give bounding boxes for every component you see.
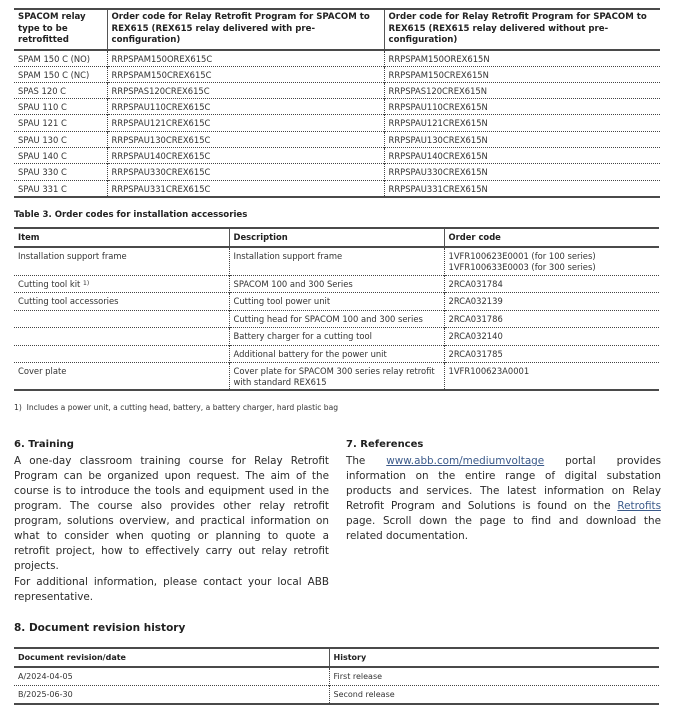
order-code-cell: RRPSPAU130CREX615N xyxy=(384,131,660,147)
order-code-cell: RRPSPAU330CREX615C xyxy=(107,164,384,180)
description-cell: Cutting tool power unit xyxy=(229,293,444,311)
relay-type-cell: SPAU 330 C xyxy=(18,167,67,178)
revision-date-cell: A/2024-04-05 xyxy=(18,672,73,681)
order-code-cell: RRPSPAU331CREX615N xyxy=(384,180,660,197)
table-row xyxy=(14,275,659,293)
order-code-100-series: 1VFR100623E0001 (for 100 series) xyxy=(448,251,596,261)
table-row xyxy=(14,164,660,180)
table-3-footnote xyxy=(14,403,338,412)
description-cell: Additional battery for the power unit xyxy=(229,345,444,363)
order-code-cell: RRPSPAU130CREX615C xyxy=(107,131,384,147)
item-cell xyxy=(14,310,229,328)
column-header-description: Description xyxy=(229,228,444,247)
item-cell xyxy=(14,345,229,363)
description-cell: Battery charger for a cutting tool xyxy=(229,328,444,346)
order-code-cell: RRPSPAU121CREX615N xyxy=(384,115,660,131)
references-text: The xyxy=(346,455,387,467)
item-cell xyxy=(14,328,229,346)
order-code-cell: 1VFR100623A0001 xyxy=(444,363,659,391)
column-header-history: History xyxy=(329,648,659,667)
table-row xyxy=(14,345,659,363)
footnote-marker: 1) xyxy=(14,403,22,412)
item-cell xyxy=(14,275,229,293)
references-text: portal provides information on the entire range of digital substation products and services. The latest information on Relay Retrofit Program and Solutions is found on the xyxy=(346,455,661,512)
revision-history-table xyxy=(14,647,659,705)
column-header-code-without-preconfig: Order code for Relay Retrofit Program for SPACOM to REX615 (REX615 relay delivered without pre-configuration) xyxy=(384,9,660,50)
table-row xyxy=(14,99,660,115)
order-code-cell: 2RCA032139 xyxy=(444,293,659,311)
order-code-cell: RRPSPAU140CREX615C xyxy=(107,147,384,163)
relay-type-cell: SPAS 120 C xyxy=(18,85,67,96)
order-code-cell: RRPSPAM150CREX615C xyxy=(107,66,384,82)
training-paragraph: A one-day classroom training course for Relay Retrofit Program can be organized upon request. The aim of the course is to introduce the tools and equipment used in the program. The course also provides other relay retrofit program, solutions overview, and practical information on what to consider when quoting or planning to quote a retrofit project, how to effectively carry out relay retrofit projects. xyxy=(14,455,329,572)
relay-type-cell: SPAU 130 C xyxy=(18,134,67,145)
description-cell: Cover plate for SPACOM 300 series relay retrofit with standard REX615 xyxy=(229,363,444,391)
table-header-row xyxy=(14,648,659,667)
order-code-cell: RRPSPAM150OREX615N xyxy=(384,50,660,67)
contact-paragraph: For additional information, please contact your local ABB representative. xyxy=(14,576,329,603)
relay-order-codes-table xyxy=(14,8,660,198)
references-paragraph xyxy=(346,454,661,544)
order-code-cell: RRPSPAS120CREX615N xyxy=(384,82,660,98)
order-code-cell: RRPSPAM150CREX615N xyxy=(384,66,660,82)
table-row xyxy=(14,667,659,686)
history-cell: First release xyxy=(329,667,659,686)
order-code-cell: 2RCA031786 xyxy=(444,310,659,328)
table-row xyxy=(14,247,659,275)
order-code-cell: RRPSPAM150OREX615C xyxy=(107,50,384,67)
installation-accessories-table xyxy=(14,227,659,391)
references-text: page. Scroll down the page to find and download the related documentation. xyxy=(346,515,661,542)
order-code-cell: RRPSPAU140CREX615N xyxy=(384,147,660,163)
order-code-cell: RRPSPAU330CREX615N xyxy=(384,164,660,180)
description-cell: SPACOM 100 and 300 Series xyxy=(229,275,444,293)
order-code-cell: 2RCA032140 xyxy=(444,328,659,346)
footnote-marker: 1) xyxy=(83,279,90,287)
footnote-text: Includes a power unit, a cutting head, battery, a battery charger, hard plastic bag xyxy=(26,403,339,412)
relay-type-cell: SPAU 331 C xyxy=(18,183,67,194)
table-row xyxy=(14,293,659,311)
column-header-item: Item xyxy=(18,232,40,242)
table-row xyxy=(14,131,660,147)
references-heading: 7. References xyxy=(346,439,424,450)
item-cell: Cutting tool accessories xyxy=(18,296,119,306)
description-cell: Cutting head for SPACOM 100 and 300 series xyxy=(229,310,444,328)
relay-type-cell: SPAU 140 C xyxy=(18,150,67,161)
revision-date-cell: B/2025-06-30 xyxy=(18,690,73,699)
column-header-code-with-preconfig: Order code for Relay Retrofit Program for SPACOM to REX615 (REX615 relay delivered with pre-configuration) xyxy=(107,9,384,50)
column-header-relay-type: SPACOM relay type to be retrofitted xyxy=(18,12,86,45)
relay-type-cell: SPAM 150 C (NO) xyxy=(18,53,90,64)
table-row xyxy=(14,66,660,82)
revision-history-heading: 8. Document revision history xyxy=(14,622,186,634)
mediumvoltage-link[interactable]: www.abb.com/mediumvoltage xyxy=(386,455,545,467)
relay-type-cell: SPAU 110 C xyxy=(18,102,67,113)
order-code-cell: 2RCA031785 xyxy=(444,345,659,363)
item-label: Cutting tool kit xyxy=(18,278,81,289)
retrofits-link[interactable]: Retrofits xyxy=(617,500,661,512)
relay-type-cell: SPAU 121 C xyxy=(18,118,67,129)
item-cell: Installation support frame xyxy=(18,251,127,261)
column-header-order-code: Order code xyxy=(444,228,659,247)
table-header-row xyxy=(14,228,659,247)
column-header-revision-date: Document revision/date xyxy=(18,653,126,662)
order-code-cell: RRPSPAU331CREX615C xyxy=(107,180,384,197)
order-code-300-series: 1VFR100633E0003 (for 300 series) xyxy=(448,261,596,272)
table-header-row xyxy=(14,9,660,50)
order-code-cell: RRPSPAU121CREX615C xyxy=(107,115,384,131)
history-cell: Second release xyxy=(329,686,659,705)
order-code-cell: RRPSPAS120CREX615C xyxy=(107,82,384,98)
order-code-cell xyxy=(444,247,659,275)
table-row xyxy=(14,328,659,346)
table-row xyxy=(14,180,660,197)
order-code-cell: RRPSPAU110CREX615C xyxy=(107,99,384,115)
table-row xyxy=(14,310,659,328)
table-row xyxy=(14,686,659,705)
table-row xyxy=(14,363,659,391)
table-3-caption: Table 3. Order codes for installation accessories xyxy=(14,210,248,220)
table-row xyxy=(14,82,660,98)
relay-type-cell: SPAM 150 C (NC) xyxy=(18,69,90,80)
order-code-cell: 2RCA031784 xyxy=(444,275,659,293)
order-code-cell: RRPSPAU110CREX615N xyxy=(384,99,660,115)
description-cell: Installation support frame xyxy=(229,247,444,275)
training-heading: 6. Training xyxy=(14,439,74,450)
table-row xyxy=(14,115,660,131)
table-row xyxy=(14,147,660,163)
table-row xyxy=(14,50,660,67)
item-cell: Cover plate xyxy=(18,366,67,376)
